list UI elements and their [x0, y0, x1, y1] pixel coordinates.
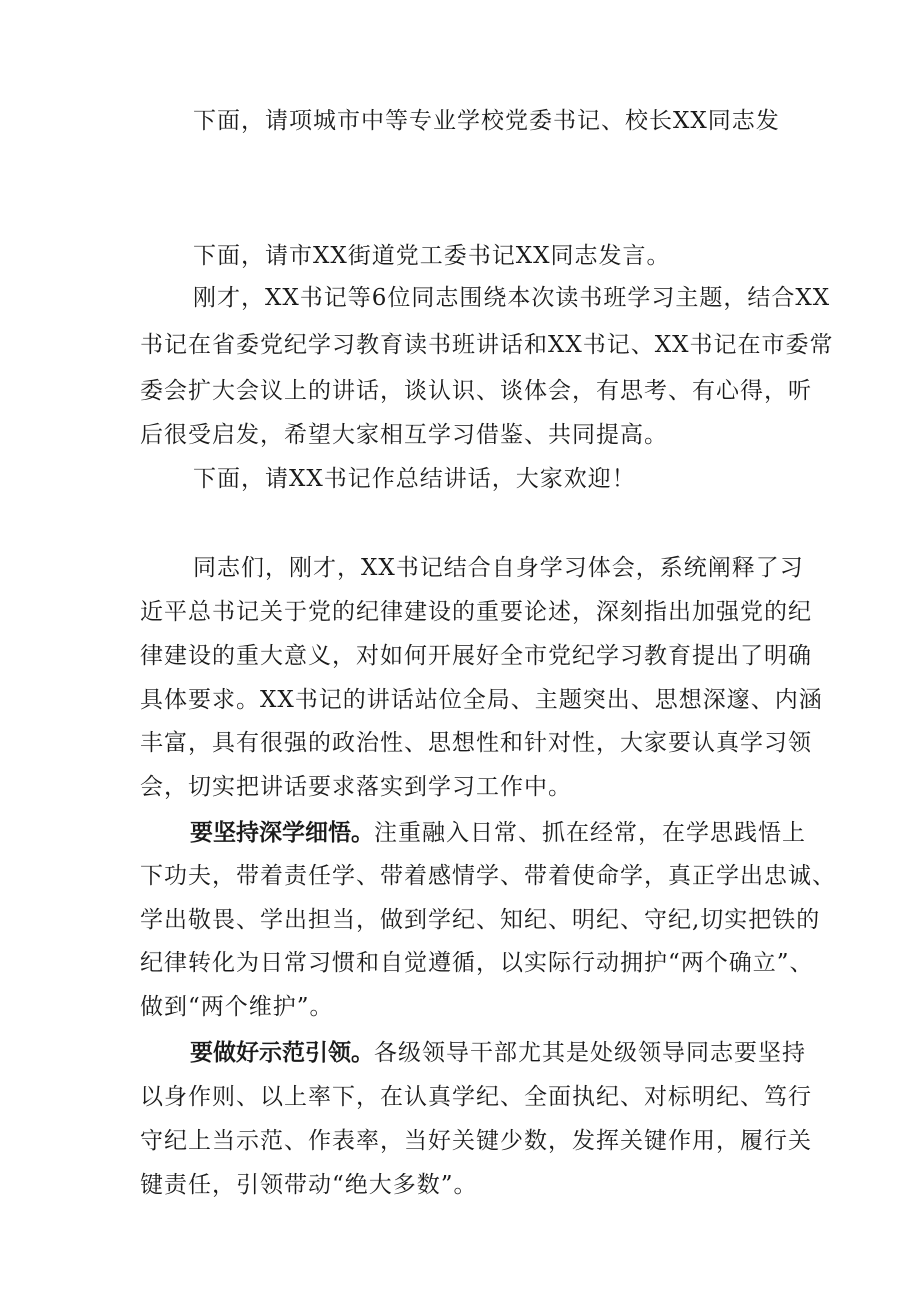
point1-first-line [190, 818, 806, 848]
intro-line-2: 下面，请市XX街道党工委书记XX同志发言。 [193, 243, 671, 269]
point2-first-rest: 各级领导干部尤其是处级领导同志要坚持 [374, 1040, 806, 1066]
point1-line-3: 学出敬畏、学出担当，做到学纪、知纪、明纪、守纪,切实把铁的 [140, 907, 821, 933]
closing-line-1: 同志们，刚才，XX书记结合自身学习体会，系统阐释了习 [193, 555, 804, 581]
closing-line-3: 律建设的重大意义，对如何开展好全市党纪学习教育提出了明确 [140, 643, 812, 669]
invite-line: 下面，请XX书记作总结讲话，大家欢迎！ [193, 466, 636, 492]
closing-line-5: 丰富，具有很强的政治性、思想性和针对性，大家要认真学习领 [140, 730, 812, 756]
summary-line-1: 刚才，XX书记等6位同志围绕本次读书班学习主题，结合XX [193, 285, 831, 311]
point1-line-5: 做到“两个维护”。 [140, 994, 334, 1020]
intro-line: 下面，请项城市中等专业学校党委书记、校长XX同志发 [193, 108, 780, 134]
closing-line-4: 具体要求。XX书记的讲话站位全局、主题突出、思想深邃、内涵 [140, 687, 823, 713]
point2-first-line [190, 1038, 806, 1068]
point1-line-4: 纪律转化为日常习惯和自觉遵循，以实际行动拥护“两个确立”、 [140, 950, 814, 976]
summary-line-2: 书记在省委党纪学习教育读书班讲话和XX书记、XX书记在市委常 [140, 332, 834, 358]
point1-heading: 要坚持深学细悟。 [190, 820, 374, 846]
point2-line-3: 守纪上当示范、作表率，当好关键少数，发挥关键作用，履行关 [140, 1128, 812, 1154]
summary-line-3: 委会扩大会议上的讲话，谈认识、谈体会，有思考、有心得，听 [140, 378, 812, 404]
closing-line-6: 会，切实把讲话要求落实到学习工作中。 [140, 774, 572, 800]
summary-line-4: 后很受启发，希望大家相互学习借鉴、共同提高。 [140, 422, 668, 448]
closing-line-2: 近平总书记关于党的纪律建设的重要论述，深刻指出加强党的纪 [140, 599, 812, 625]
point2-heading: 要做好示范引领。 [190, 1040, 374, 1066]
point2-line-4: 键责任，引领带动“绝大多数”。 [140, 1172, 478, 1198]
point1-line-2: 下功夫，带着责任学、带着感情学、带着使命学，真正学出忠诚、 [140, 863, 836, 889]
point2-line-2: 以身作则、以上率下，在认真学纪、全面执纪、对标明纪、笃行 [140, 1084, 812, 1110]
point1-first-rest: 注重融入日常、抓在经常，在学思践悟上 [374, 820, 806, 846]
